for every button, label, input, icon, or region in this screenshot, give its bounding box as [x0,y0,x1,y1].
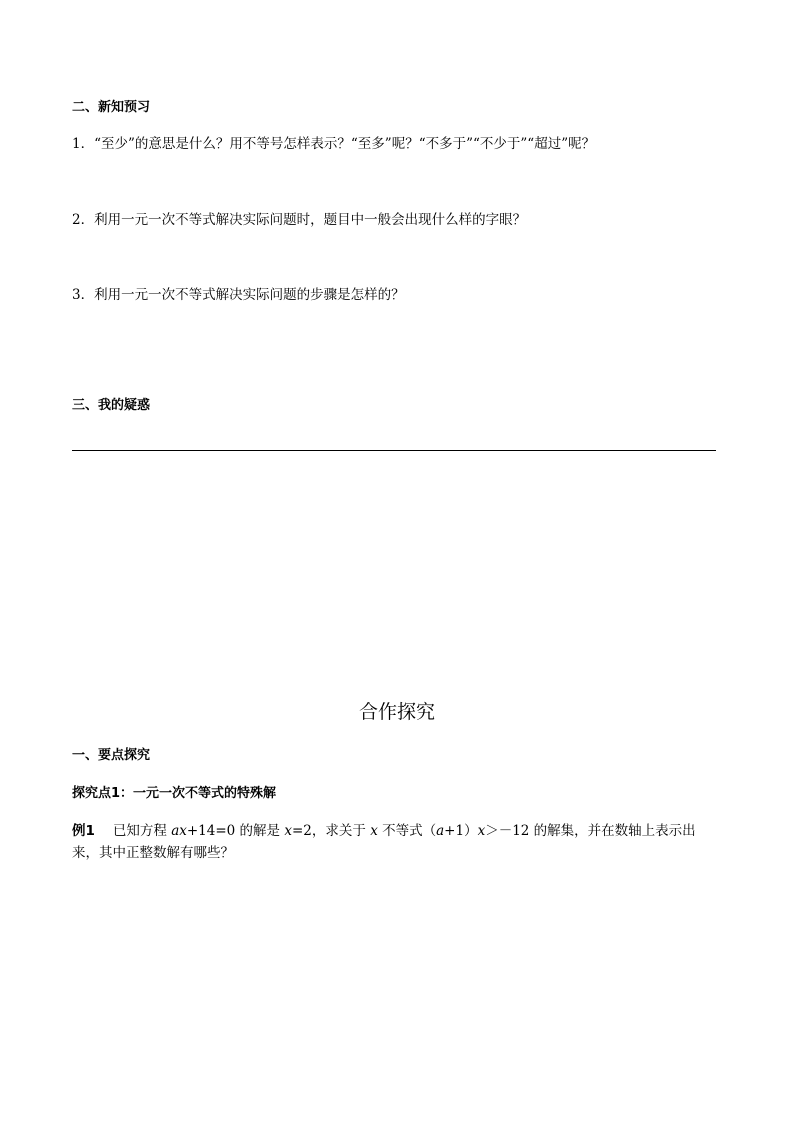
var-x: x [477,823,486,839]
example-text: +1） [444,823,478,839]
exploration-point-1: 探究点1：一元一次不等式的特殊解 [72,786,277,801]
key-points-heading: 一、要点探究 [72,748,151,763]
answer-line[interactable] [72,450,716,451]
example-label: 例1 [72,823,95,839]
var-ax: ax [171,823,187,839]
section2-heading: 二、新知预习 [72,100,151,115]
example-text: 已知方程 [112,823,167,839]
section3-heading: 三、我的疑惑 [72,398,151,413]
var-x: x [370,823,378,839]
var-x: x [284,823,292,839]
cooperative-title: 合作探究 [358,701,435,723]
example-1 [72,820,722,864]
example-text: +14=0 的解是 [186,823,281,839]
question-2: 2．利用一元一次不等式解决实际问题时，题目中一般会出现什么样的字眼？ [72,212,527,228]
example-text: =2，求关于 [291,823,366,839]
example-text: 不等式（ [382,823,437,839]
question-1: 1．“至少”的意思是什么？用不等号怎样表示？“至多”呢？“不多于”“不少于”“超过”呢？ [72,136,596,152]
example-text: ＞－12 的解集，并在数轴上表示出来，其中正整数解有哪些？ [72,823,696,861]
question-3: 3．利用一元一次不等式解决实际问题的步骤是怎样的？ [72,287,405,303]
var-a: a [436,823,445,839]
